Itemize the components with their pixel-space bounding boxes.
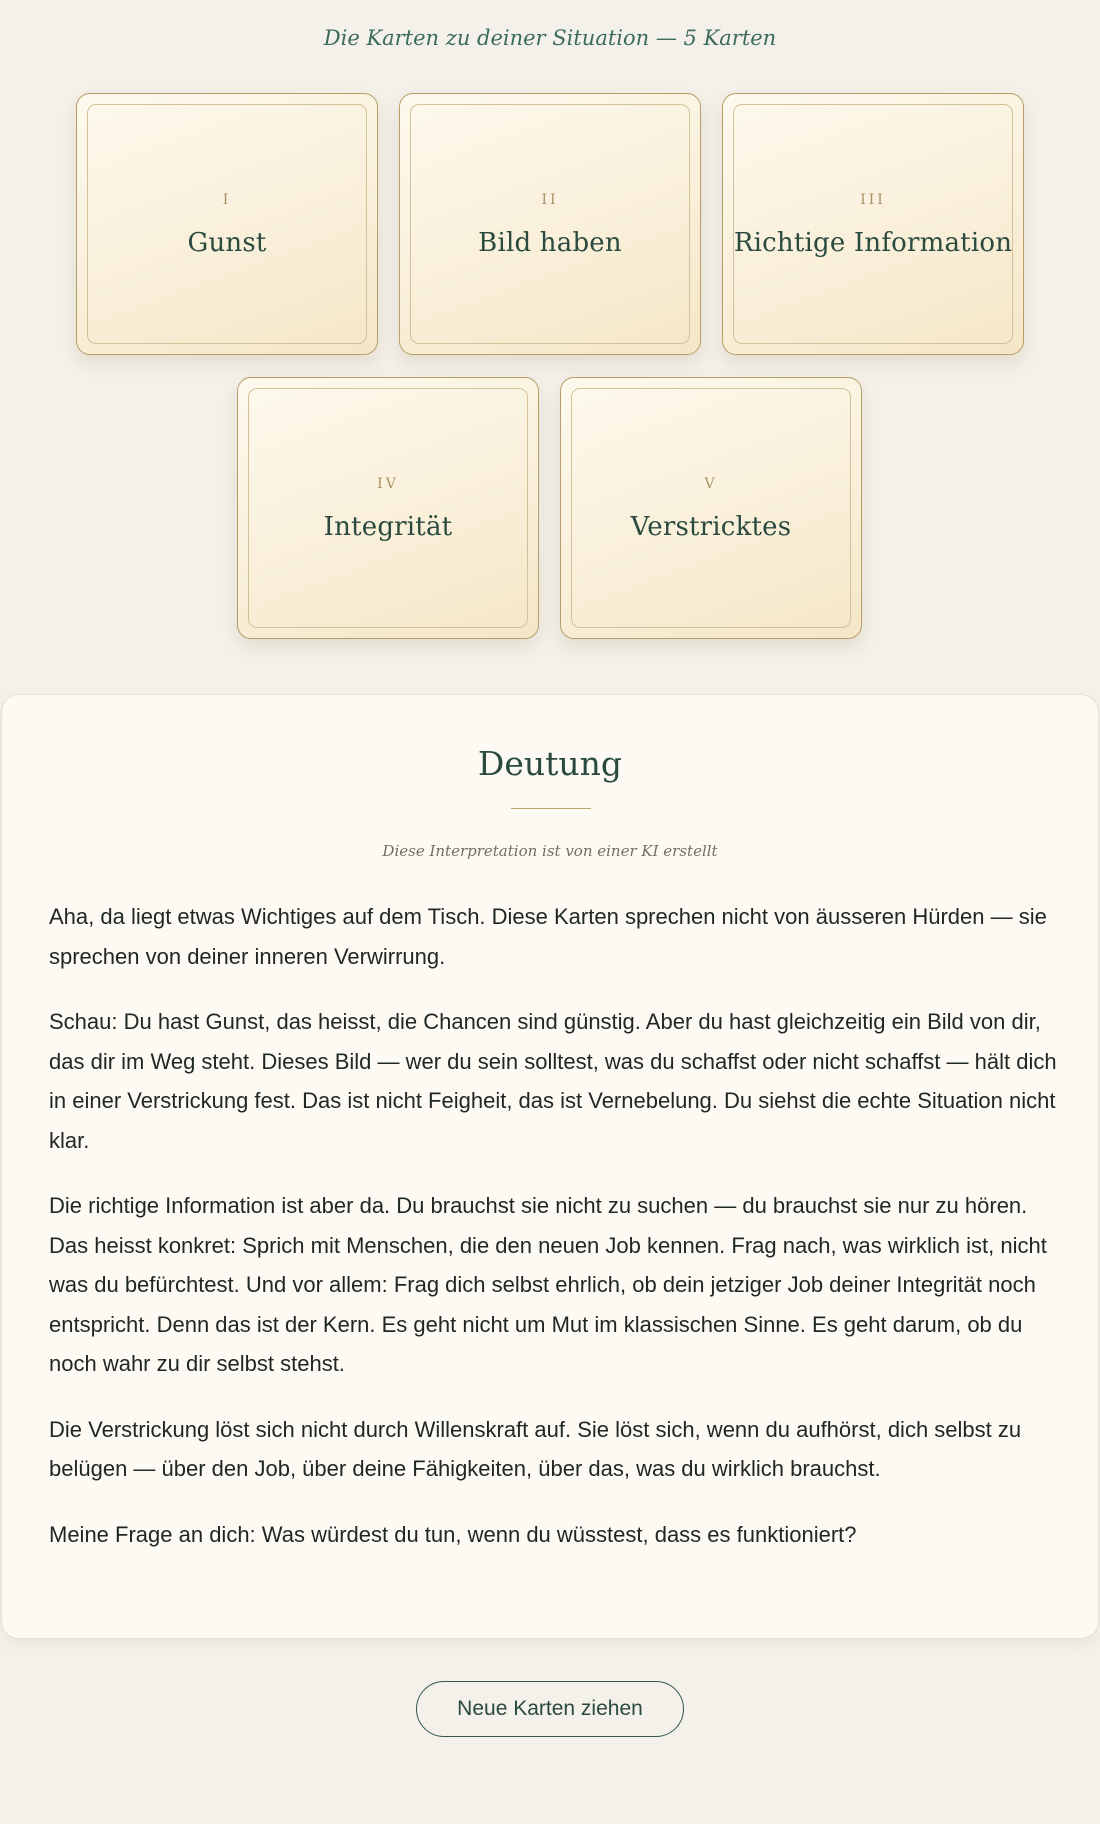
card-title: Bild haben xyxy=(478,228,622,258)
tarot-card-4[interactable] xyxy=(237,377,539,639)
interpretation-paragraph: Meine Frage an dich: Was würdest du tun, wenn du wüsstest, dass es funktioniert? xyxy=(49,1521,857,1547)
card-inner-frame xyxy=(571,388,851,628)
interpretation-heading: Deutung xyxy=(477,744,623,783)
tarot-card-1[interactable] xyxy=(76,93,378,355)
card-numeral: IV xyxy=(377,476,399,492)
card-inner-frame xyxy=(733,104,1013,344)
card-inner-frame xyxy=(248,388,528,628)
spread-subtitle: Die Karten zu deiner Situation — 5 Karten xyxy=(323,26,777,50)
ai-disclaimer: Diese Interpretation ist von einer KI erstellt xyxy=(382,842,718,860)
card-title: Gunst xyxy=(187,228,267,258)
card-title: Integrität xyxy=(323,512,453,542)
interpretation-paragraph: Schau: Du hast Gunst, das heisst, die Chancen sind günstig. Aber du hast gleichzeitig ein Bild von dir, das dir im Weg steht. Dieses Bild — wer du sein solltest, was du schaffst oder nicht schaffst — hält dich in einer Verstrickung fest. Das ist nicht Feigheit, das ist Vernebelung. Du siehst die echte Situation nicht klar. xyxy=(49,1009,1057,1153)
interpretation-paragraph: Die Verstrickung löst sich nicht durch Willenskraft auf. Sie löst sich, wenn du aufhörst, dich selbst zu belügen — über den Job, über deine Fähigkeiten, über das, was du wirklich brauchst. xyxy=(49,1416,1022,1481)
card-inner-frame xyxy=(87,104,367,344)
interpretation-paragraph: Die richtige Information ist aber da. Du brauchst sie nicht zu suchen — du brauchst sie nur zu hören. Das heisst konkret: Sprich mit Menschen, die den neuen Job kennen. Frag nach, was wirklich ist, nicht was du befürchtest. Und vor allem: Frag dich selbst ehrlich, ob dein jetziger Job deiner Integrität noch entspricht. Denn das ist der Kern. Es geht nicht um Mut im klassischen Sinne. Es geht darum, ob du noch wahr zu dir selbst stehst. xyxy=(49,1193,1047,1376)
card-numeral: I xyxy=(222,192,232,208)
tarot-card-3[interactable] xyxy=(722,93,1024,355)
interpretation-text xyxy=(49,897,1059,1580)
card-title: Richtige Information xyxy=(733,228,1013,258)
tarot-card-2[interactable] xyxy=(399,93,701,355)
interpretation-paragraph: Aha, da liegt etwas Wichtiges auf dem Tisch. Diese Karten sprechen nicht von äusseren Hürden — sie sprechen von deiner inneren Verwirrung. xyxy=(49,904,1047,969)
card-inner-frame xyxy=(410,104,690,344)
card-numeral: III xyxy=(860,192,886,208)
heading-divider xyxy=(511,808,591,809)
card-numeral: V xyxy=(704,476,718,492)
card-title: Verstricktes xyxy=(630,512,792,542)
tarot-card-5[interactable] xyxy=(560,377,862,639)
card-numeral: II xyxy=(541,192,559,208)
draw-new-cards-button[interactable]: Neue Karten ziehen xyxy=(416,1681,684,1737)
interpretation-panel xyxy=(1,694,1099,1639)
